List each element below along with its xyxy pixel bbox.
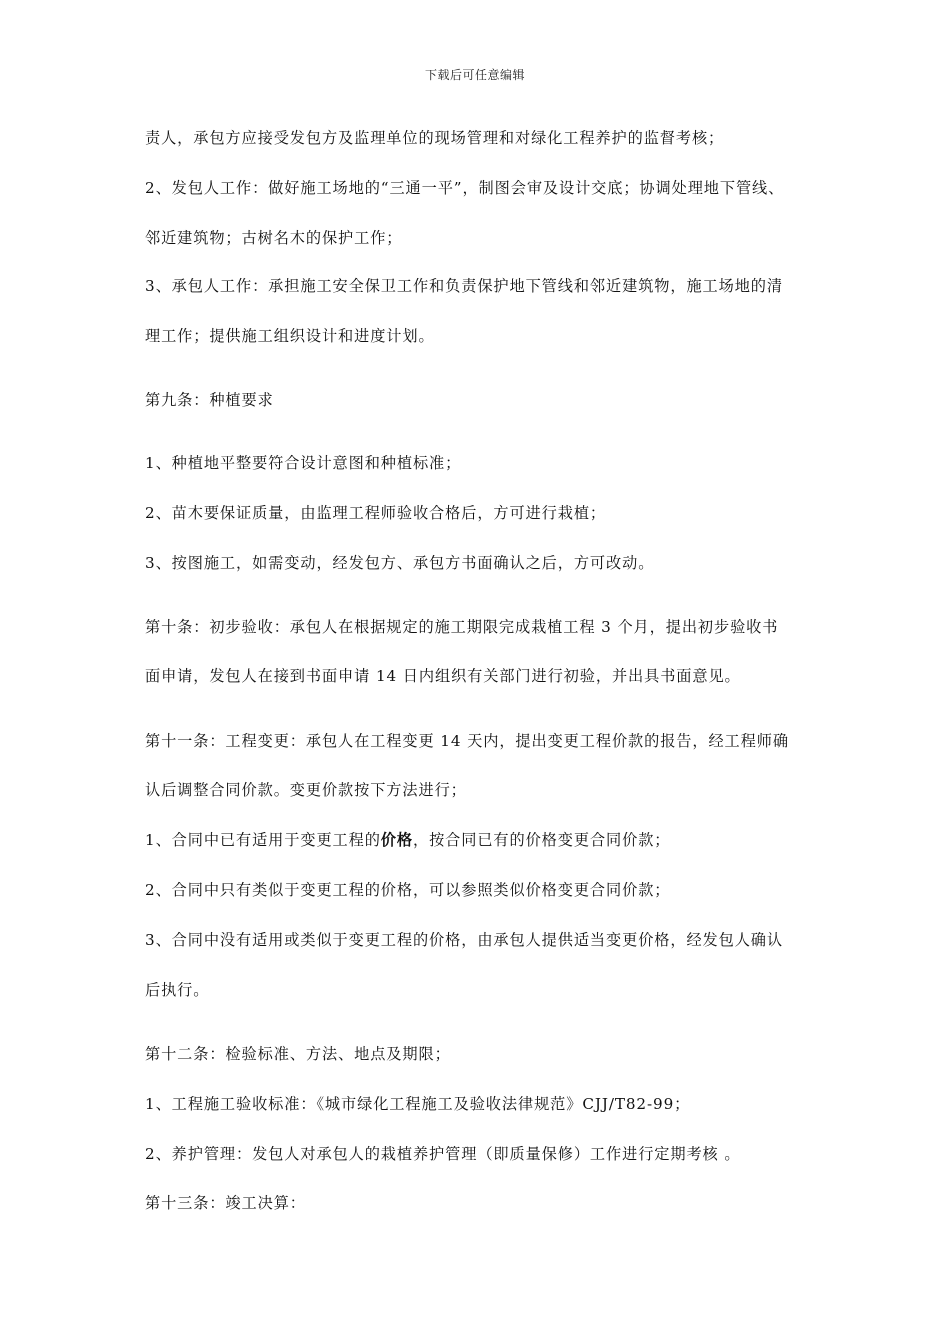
section-heading: 第十条：初步验收：承包人在根据规定的施工期限完成栽植工程 3 个月，提出初步验收书 — [145, 618, 779, 636]
paragraph-line: 1、种植地平整要符合设计意图和种植标准； — [145, 454, 462, 472]
paragraph-line: 理工作；提供施工组织设计和进度计划。 — [145, 327, 435, 345]
paragraph-line: 3、承包人工作：承担施工安全保卫工作和负责保护地下管线和邻近建筑物，施工场地的清 — [145, 277, 783, 295]
paragraph-line: 后执行。 — [145, 981, 210, 999]
paragraph-line: 2、苗木要保证质量，由监理工程师验收合格后，方可进行栽植； — [145, 504, 607, 522]
text-span: 1、合同中已有适用于变更工程的 — [145, 831, 381, 849]
paragraph-line: 3、按图施工，如需变动，经发包方、承包方书面确认之后，方可改动。 — [145, 554, 655, 572]
page-header: 下载后可任意编辑 — [424, 68, 525, 82]
paragraph-line: 邻近建筑物；古树名木的保护工作； — [145, 229, 403, 247]
section-heading: 第十一条：工程变更：承包人在工程变更 14 天内，提出变更工程价款的报告，经工程师确 — [145, 732, 789, 750]
paragraph-line: 3、合同中没有适用或类似于变更工程的价格，由承包人提供适当变更价格，经发包人确认 — [145, 931, 783, 949]
paragraph-line: 1、工程施工验收标准：《城市绿化工程施工及验收法律规范》CJJ/T82-99； — [145, 1095, 691, 1113]
paragraph-line: 面申请，发包人在接到书面申请 14 日内组织有关部门进行初验，并出具书面意见。 — [145, 667, 741, 685]
paragraph-line: 认后调整合同价款。变更价款按下方法进行； — [145, 781, 467, 799]
paragraph-line: 2、合同中只有类似于变更工程的价格，可以参照类似价格变更合同价款； — [145, 881, 671, 899]
bold-text-span: 价格 — [380, 831, 413, 849]
paragraph-line: 2、发包人工作：做好施工场地的“三通一平”，制图会审及设计交底；协调处理地下管线、 — [145, 179, 785, 197]
section-heading: 第九条：种植要求 — [145, 391, 274, 409]
section-heading: 第十三条：竣工决算： — [145, 1194, 306, 1212]
section-heading: 第十二条：检验标准、方法、地点及期限； — [145, 1045, 451, 1063]
paragraph-line — [145, 830, 670, 850]
paragraph-line: 2、养护管理：发包人对承包人的栽植养护管理（即质量保修）工作进行定期考核 。 — [145, 1145, 741, 1163]
text-span: ，按合同已有的价格变更合同价款； — [412, 831, 671, 849]
paragraph-line: 责人，承包方应接受发包方及监理单位的现场管理和对绿化工程养护的监督考核； — [145, 129, 725, 147]
